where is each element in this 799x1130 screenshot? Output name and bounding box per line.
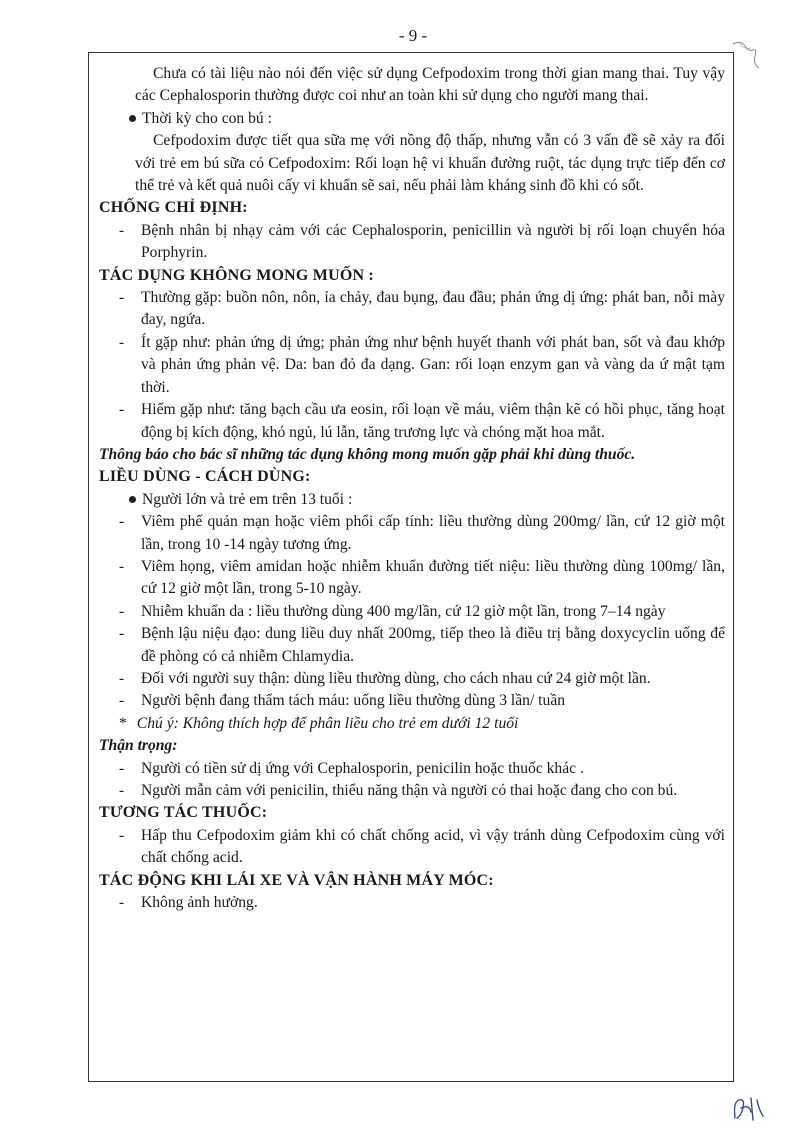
pregnancy-paragraph: Chưa có tài liệu nào nói đến việc sử dụng Cefpodoxim trong thời gian mang thai. Tuy vậy các Cephalosporin thường được coi như an toàn khi sử dụng cho người mang thai. [135, 65, 725, 105]
dosage-item: - Đối với người suy thận: dùng liều thường dùng, cho cách nhau cứ 24 giờ một lần. [99, 668, 725, 690]
dosage-item: - Viêm phế quản mạn hoặc viêm phổi cấp tính: liều thường dùng 200mg/ lần, cứ 12 giờ một lần, trong 10 -14 ngày tương ứng. [99, 511, 725, 556]
dosage-item: - Bệnh lậu niệu đạo: dung liều duy nhất 200mg, tiếp theo là điều trị bằng doxycyclin uống để đề phòng có cả nhiễm Chlamydia. [99, 623, 725, 668]
content-frame [88, 52, 734, 1082]
dosage-heading: LIỀU DÙNG - CÁCH DÙNG: [99, 468, 311, 486]
dosage-item: - Nhiễm khuẩn da : liều thường dùng 400 mg/lần, cứ 12 giờ một lần, trong 7–14 ngày [99, 601, 725, 623]
handwritten-initials-mark [729, 1094, 769, 1124]
lactation-paragraph: Cefpodoxim được tiết qua sữa mẹ với nồng độ thấp, nhưng vẫn có 3 vấn đề sẽ xảy ra đối với trẻ em bú sữa có Cefpodoxim: Rối loạn hệ vi khuẩn đường ruột, tác dụng trực tiếp đến cơ thể trẻ và kết quả nuôi cấy vi khuẩn sẽ sai, nếu phải làm kháng sinh đồ khi có sốt. [135, 132, 725, 195]
corner-scribble-mark [731, 38, 761, 70]
bullet-icon [129, 115, 136, 122]
page-number: - 9 - [398, 26, 428, 45]
bullet-icon [129, 496, 136, 503]
contraindications-heading: CHỐNG CHỈ ĐỊNH: [99, 199, 248, 217]
side-effects-notice: Thông báo cho bác sĩ những tác dụng không mong muốn gặp phải khi dùng thuốc. [99, 445, 636, 463]
driving-item: - Không ảnh hưởng. [99, 892, 725, 914]
dosage-group-label: Người lớn và trẻ em trên 13 tuổi : [99, 489, 725, 511]
side-effect-item: - Ít gặp như: phản ứng dị ứng; phản ứng như bệnh huyết thanh với phát ban, sốt và đau khớp và phản ứng phản vệ. Da: ban đỏ đa dạng. Gan: rối loạn enzym gan và vàng da ứ mật tạm thời. [99, 332, 725, 399]
precaution-item: - Người có tiền sử dị ứng với Cephalosporin, penicilin hoặc thuốc khác . [99, 758, 725, 780]
dosage-item: - Viêm họng, viêm amidan hoặc nhiễm khuẩn đường tiết niệu: liều thường dùng 100mg/ lần, cứ 12 giờ một lần, trong 5-10 ngày. [99, 556, 725, 601]
side-effect-item: - Hiếm gặp như: tăng bạch cầu ưa eosin, rối loạn về máu, viêm thận kẽ có hồi phục, tăng hoạt động bị kích động, khó ngủ, lú lẫn, tăng trương lực và chóng mặt hoa mắt. [99, 399, 725, 444]
side-effects-heading: TÁC DỤNG KHÔNG MONG MUỐN : [99, 266, 374, 284]
side-effect-item: - Thường gặp: buồn nôn, nôn, ỉa chảy, đau bụng, đau đầu; phản ứng dị ứng: phát ban, nỗi mày đay, ngứa. [99, 287, 725, 332]
interaction-item: - Hấp thu Cefpodoxim giảm khi có chất chống acid, vì vậy tránh dùng Cefpodoxim cùng với chất chống acid. [99, 825, 725, 870]
dosage-note: * Chú ý: Không thích hợp để phân liều cho trẻ em dưới 12 tuổi [119, 714, 519, 732]
precaution-item: - Người mẫn cảm với penicilin, thiểu năng thận và người có thai hoặc đang cho con bú. [99, 780, 725, 802]
dosage-item: - Người bệnh đang thẩm tách máu: uống liều thường dùng 3 lần/ tuần [99, 690, 725, 712]
contraindication-item: - Bệnh nhân bị nhạy cảm với các Cephalosporin, penicillin và người bị rối loạn chuyển hóa Porphyrin. [99, 220, 725, 265]
interactions-heading: TƯƠNG TÁC THUỐC: [99, 804, 268, 822]
lactation-label: Thời kỳ cho con bú : [99, 108, 725, 130]
precautions-heading: Thận trọng: [99, 737, 178, 755]
note-star: * [119, 714, 127, 732]
driving-heading: TÁC ĐỘNG KHI LÁI XE VÀ VẬN HÀNH MÁY MÓC: [99, 871, 494, 889]
